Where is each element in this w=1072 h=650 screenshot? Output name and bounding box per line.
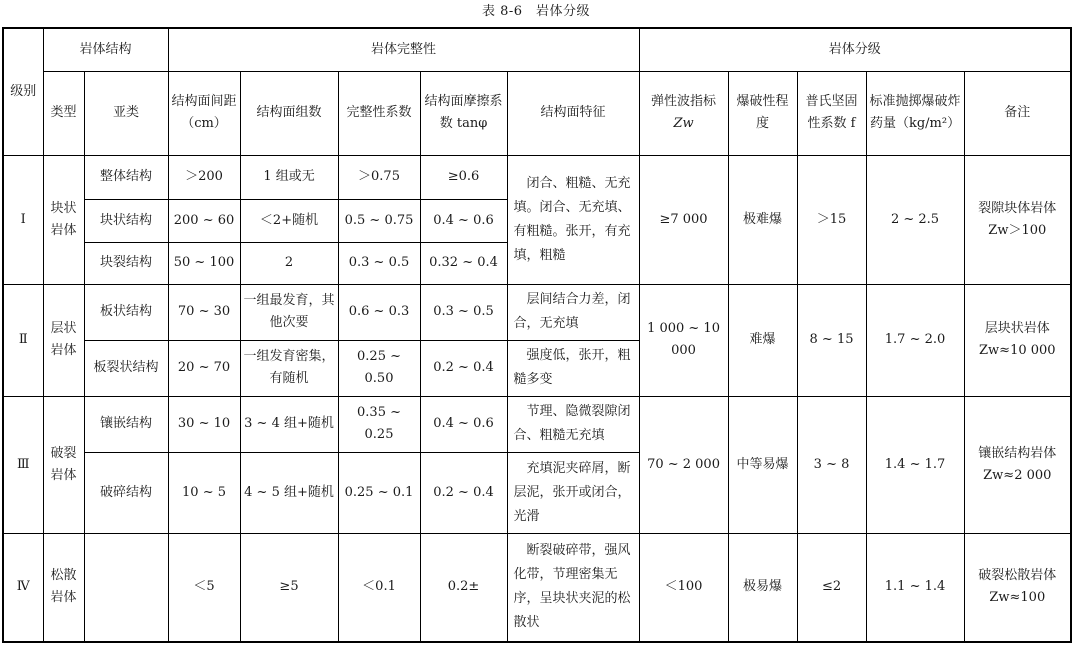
charge-cell: 1.1 ~ 1.4 bbox=[866, 533, 964, 642]
spacing-cell: 30 ~ 10 bbox=[168, 396, 240, 452]
remark-formula: Zw≈10 000 bbox=[979, 343, 1056, 358]
features-cell: 强度低，张开，粗糙多变 bbox=[507, 340, 639, 396]
subtype-cell: 破碎结构 bbox=[84, 452, 168, 533]
remark-cell bbox=[964, 533, 1071, 642]
header-subtype: 亚类 bbox=[84, 71, 168, 155]
subtype-cell: 块状结构 bbox=[84, 199, 168, 242]
header-friction: 结构面摩擦系数 tanφ bbox=[420, 71, 507, 155]
remark-cell bbox=[964, 396, 1071, 533]
sets-cell: 3 ~ 4 组+随机 bbox=[240, 396, 338, 452]
sets-cell: ＜2+随机 bbox=[240, 199, 338, 242]
friction-cell: 0.32 ~ 0.4 bbox=[420, 242, 507, 284]
remark-line: 破裂松散岩体 bbox=[978, 568, 1057, 584]
subtype-cell: 板状结构 bbox=[84, 284, 168, 340]
sets-cell: 2 bbox=[240, 242, 338, 284]
spacing-cell: 20 ~ 70 bbox=[168, 340, 240, 396]
f-cell: ＞15 bbox=[797, 155, 866, 284]
type-cell: 块状岩体 bbox=[43, 155, 84, 284]
sets-cell: 4 ~ 5 组+随机 bbox=[240, 452, 338, 533]
header-wave-index-symbol: Zw bbox=[673, 116, 694, 131]
subtype-cell: 整体结构 bbox=[84, 155, 168, 199]
remark-formula: Zw≈2 000 bbox=[983, 467, 1052, 483]
header-level: 级别 bbox=[3, 28, 43, 155]
coef-cell: 0.5 ~ 0.75 bbox=[338, 199, 420, 242]
coef-cell: 0.3 ~ 0.5 bbox=[338, 242, 420, 284]
header-features: 结构面特征 bbox=[507, 71, 639, 155]
sets-cell: 一组发育密集，有随机 bbox=[240, 340, 338, 396]
spacing-cell: 200 ~ 60 bbox=[168, 199, 240, 242]
features-cell: 断裂破碎带，强风化带，节理密集无序，呈块状夹泥的松散状 bbox=[507, 533, 639, 642]
coef-cell: 0.35 ~ 0.25 bbox=[338, 396, 420, 452]
friction-cell: 0.2± bbox=[420, 533, 507, 642]
wave-cell: 1 000 ~ 10 000 bbox=[639, 284, 728, 396]
type-cell: 破裂岩体 bbox=[43, 396, 84, 533]
subtype-cell: 镶嵌结构 bbox=[84, 396, 168, 452]
blast-cell: 难爆 bbox=[728, 284, 797, 396]
header-wave-index-label: 弹性波指标 bbox=[651, 94, 717, 109]
remark-line: 裂隙块体岩体 bbox=[978, 200, 1057, 216]
remark-cell bbox=[964, 155, 1071, 284]
header-blastability: 爆破性程度 bbox=[728, 71, 797, 155]
charge-cell: 1.7 ~ 2.0 bbox=[866, 284, 964, 396]
blast-cell: 极难爆 bbox=[728, 155, 797, 284]
subtype-cell: 块裂结构 bbox=[84, 242, 168, 284]
coef-cell: ＞0.75 bbox=[338, 155, 420, 199]
header-rock-structure: 岩体结构 bbox=[43, 28, 168, 71]
coef-cell: 0.6 ~ 0.3 bbox=[338, 284, 420, 340]
level-cell: Ⅳ bbox=[3, 533, 43, 642]
header-wave-index bbox=[639, 71, 728, 155]
remark-formula: Zw≈100 bbox=[989, 590, 1046, 606]
remark-line: 层块状岩体 bbox=[984, 321, 1050, 336]
spacing-cell: ＜5 bbox=[168, 533, 240, 642]
header-sets: 结构面组数 bbox=[240, 71, 338, 155]
table-caption: 表 8-6 岩体分级 bbox=[481, 4, 591, 19]
f-cell: ≤2 bbox=[797, 533, 866, 642]
friction-cell: ≥0.6 bbox=[420, 155, 507, 199]
f-cell: 8 ~ 15 bbox=[797, 284, 866, 396]
header-type: 类型 bbox=[43, 71, 84, 155]
subtype-cell: 板裂状结构 bbox=[84, 340, 168, 396]
features-cell: 闭合、粗糙、无充填。闭合、无充填、有粗糙。张开，有充填，粗糙 bbox=[507, 155, 639, 284]
friction-cell: 0.2 ~ 0.4 bbox=[420, 452, 507, 533]
level-cell: Ⅱ bbox=[3, 284, 43, 396]
f-cell: 3 ~ 8 bbox=[797, 396, 866, 533]
coef-cell: 0.25 ~ 0.1 bbox=[338, 452, 420, 533]
remark-line: 镶嵌结构岩体 bbox=[978, 445, 1057, 461]
wave-cell: 70 ~ 2 000 bbox=[639, 396, 728, 533]
sets-cell: 一组最发育，其他次要 bbox=[240, 284, 338, 340]
features-cell: 节理、隐微裂隙闭合、粗糙无充填 bbox=[507, 396, 639, 452]
remark-cell bbox=[964, 284, 1071, 396]
subtype-cell bbox=[84, 533, 168, 642]
spacing-cell: ＞200 bbox=[168, 155, 240, 199]
friction-cell: 0.3 ~ 0.5 bbox=[420, 284, 507, 340]
coef-cell: 0.25 ~ 0.50 bbox=[338, 340, 420, 396]
charge-cell: 2 ~ 2.5 bbox=[866, 155, 964, 284]
features-cell: 充填泥夹碎屑，断层泥，张开或闭合，光滑 bbox=[507, 452, 639, 533]
friction-cell: 0.4 ~ 0.6 bbox=[420, 396, 507, 452]
rock-classification-table bbox=[2, 27, 1072, 643]
header-integrity-coef: 完整性系数 bbox=[338, 71, 420, 155]
blast-cell: 极易爆 bbox=[728, 533, 797, 642]
level-cell: Ⅲ bbox=[3, 396, 43, 533]
header-protodyakonov: 普氏坚固性系数 f bbox=[797, 71, 866, 155]
level-cell: Ⅰ bbox=[3, 155, 43, 284]
header-spacing: 结构面间距（cm） bbox=[168, 71, 240, 155]
header-charge: 标准抛掷爆破炸药量（kg/m²） bbox=[866, 71, 964, 155]
spacing-cell: 70 ~ 30 bbox=[168, 284, 240, 340]
spacing-cell: 50 ~ 100 bbox=[168, 242, 240, 284]
sets-cell: ≥5 bbox=[240, 533, 338, 642]
header-rock-integrity: 岩体完整性 bbox=[168, 28, 639, 71]
charge-cell: 1.4 ~ 1.7 bbox=[866, 396, 964, 533]
coef-cell: ＜0.1 bbox=[338, 533, 420, 642]
type-cell: 松散岩体 bbox=[43, 533, 84, 642]
header-rock-classification: 岩体分级 bbox=[639, 28, 1071, 71]
sets-cell: 1 组或无 bbox=[240, 155, 338, 199]
blast-cell: 中等易爆 bbox=[728, 396, 797, 533]
wave-cell: ≥7 000 bbox=[639, 155, 728, 284]
spacing-cell: 10 ~ 5 bbox=[168, 452, 240, 533]
type-cell: 层状岩体 bbox=[43, 284, 84, 396]
remark-formula: Zw＞100 bbox=[988, 222, 1047, 238]
features-cell: 层间结合力差，闭合，无充填 bbox=[507, 284, 639, 340]
friction-cell: 0.4 ~ 0.6 bbox=[420, 199, 507, 242]
friction-cell: 0.2 ~ 0.4 bbox=[420, 340, 507, 396]
header-remarks: 备注 bbox=[964, 71, 1071, 155]
wave-cell: ＜100 bbox=[639, 533, 728, 642]
